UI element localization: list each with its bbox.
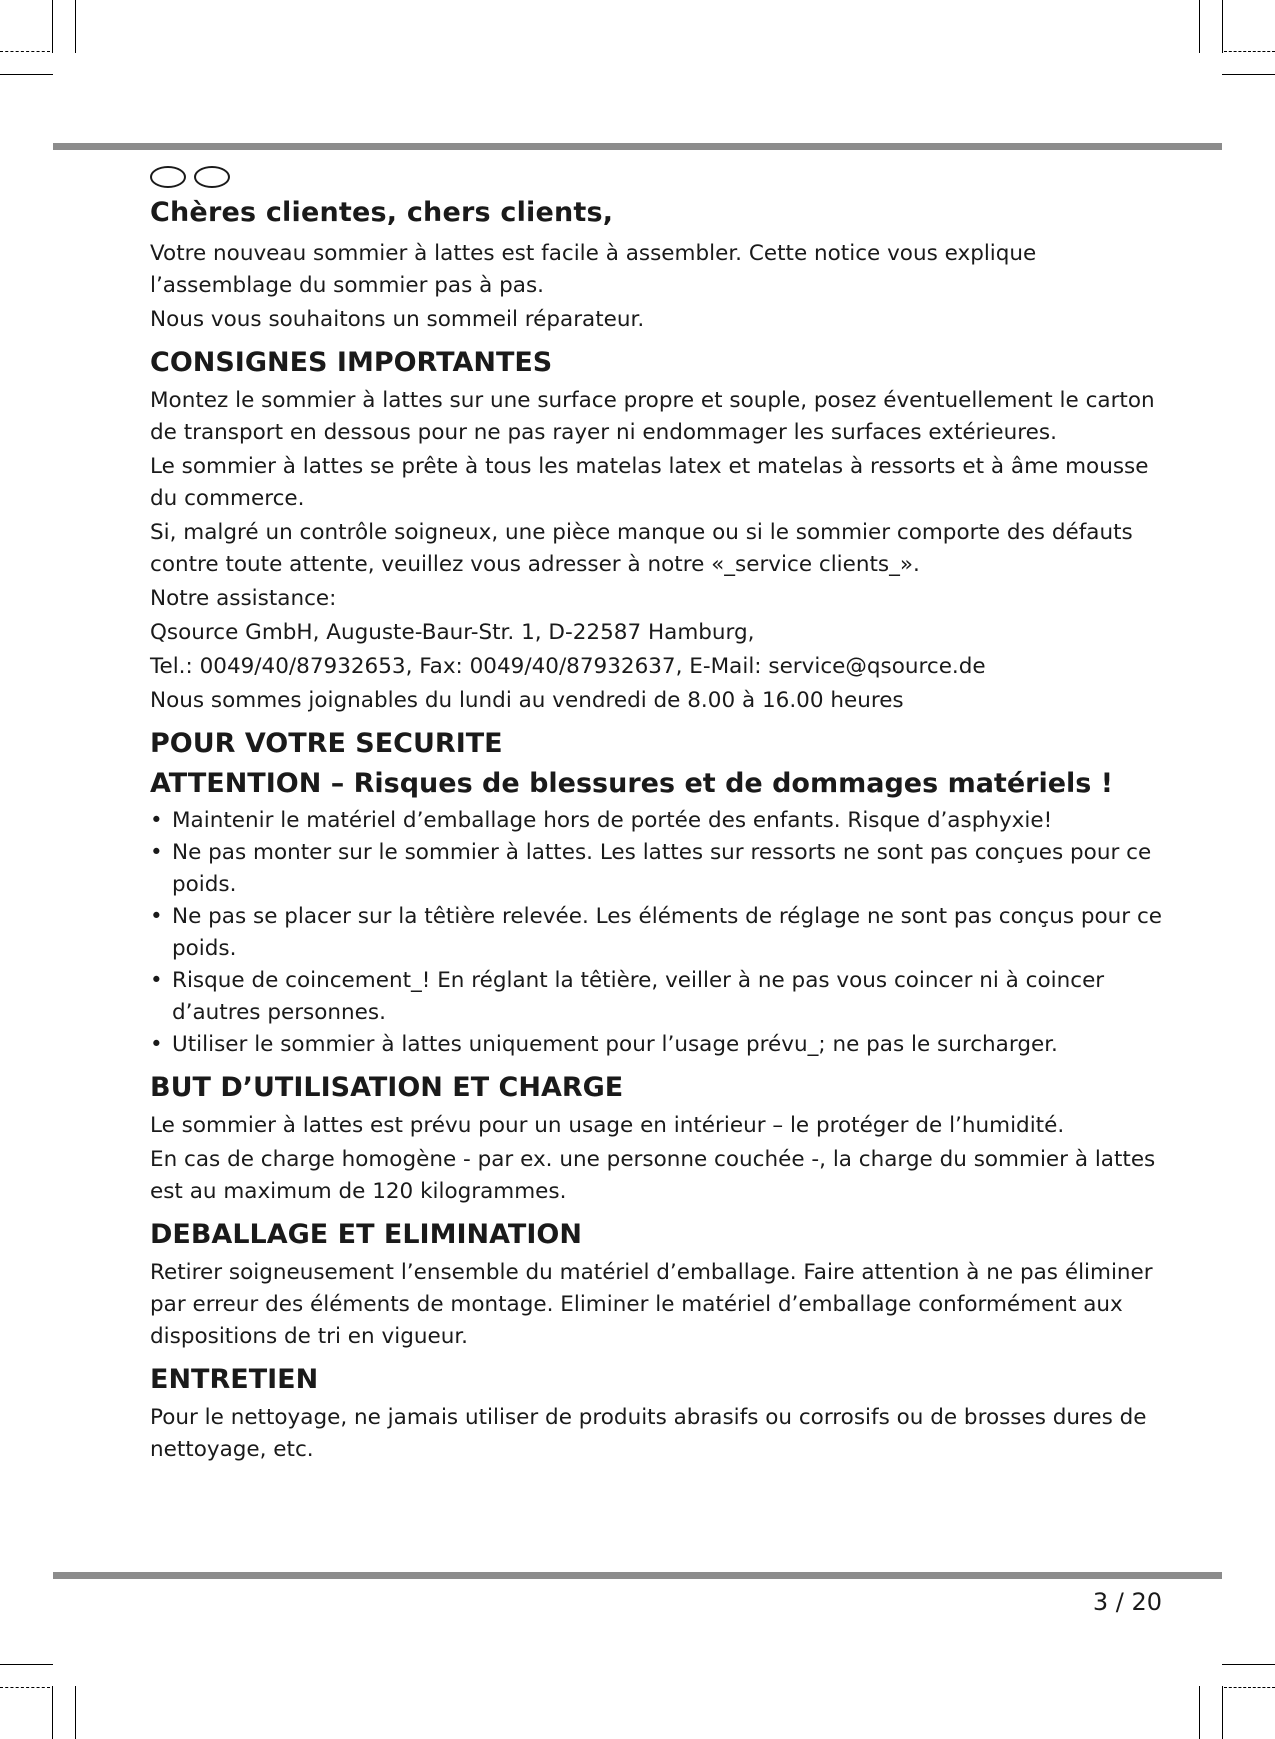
crop-mark	[0, 1664, 53, 1665]
contact-phone-email: Tel.: 0049/40/87932653, Fax: 0049/40/87932637, E-Mail: service@qsource.de	[150, 654, 986, 679]
consignes-paragraph: Montez le sommier à lattes sur une surface propre et souple, posez éventuellement le carton de transport en dessous pour ne pas rayer ni endommager les surfaces extérieures.	[150, 388, 1155, 445]
section-title-consignes: CONSIGNES IMPORTANTES	[150, 347, 553, 378]
list-item: • Utiliser le sommier à lattes uniquement pour l’usage prévu_; ne pas le surcharger.	[150, 1029, 1180, 1061]
bullet-icon: •	[150, 840, 163, 865]
section-title-securite: POUR VOTRE SECURITE	[150, 728, 503, 759]
contact-address: Qsource GmbH, Auguste-Baur-Str. 1, D-22587 Hamburg,	[150, 620, 755, 645]
crop-mark	[0, 1687, 50, 1688]
crop-mark	[1222, 0, 1223, 53]
contact-block	[150, 583, 1180, 717]
bullet-icon: •	[150, 808, 163, 833]
warning-heading: ATTENTION – Risques de blessures et de dommages matériels !	[150, 768, 1114, 799]
country-flag-icon	[194, 166, 230, 188]
list-item: • Ne pas se placer sur la têtière relevée. Les éléments de réglage ne sont pas conçus pour ce poids.	[150, 901, 1180, 965]
page-number: 3 / 20	[1092, 1588, 1162, 1616]
utilisation-paragraph: Le sommier à lattes est prévu pour un usage en intérieur – le protéger de l’humidité.	[150, 1113, 1065, 1138]
crop-mark	[1222, 1664, 1275, 1665]
greeting-title: Chères clientes, chers clients,	[150, 197, 614, 228]
crop-mark	[1224, 51, 1275, 52]
crop-mark	[0, 74, 53, 75]
contact-label: Notre assistance:	[150, 586, 337, 611]
consignes-paragraph: Le sommier à lattes se prête à tous les matelas latex et matelas à ressorts et à âme mousse du commerce.	[150, 454, 1149, 511]
utilisation-paragraph: En cas de charge homogène - par ex. une personne couchée -, la charge du sommier à lattes est au maximum de 120 kilogrammes.	[150, 1147, 1156, 1204]
bullet-icon: •	[150, 904, 163, 929]
crop-mark	[1222, 1686, 1223, 1739]
crop-mark	[0, 51, 50, 52]
crop-mark	[75, 1686, 76, 1739]
greeting-paragraph: Nous vous souhaitons un sommeil réparateur.	[150, 307, 645, 332]
country-flag-icon	[150, 166, 186, 188]
bullet-icon: •	[150, 1032, 163, 1057]
list-item: • Risque de coincement_! En réglant la têtière, veiller à ne pas vous coincer ni à coincer d’autres personnes.	[150, 965, 1180, 1029]
section-title-deballage: DEBALLAGE ET ELIMINATION	[150, 1219, 582, 1250]
greeting-paragraph: Votre nouveau sommier à lattes est facile à assembler. Cette notice vous explique l’assemblage du sommier pas à pas.	[150, 241, 1037, 298]
safety-list	[150, 805, 1180, 1061]
crop-mark	[52, 0, 53, 53]
consignes-paragraph: Si, malgré un contrôle soigneux, une pièce manque ou si le sommier comporte des défauts contre toute attente, veuillez vous adresser à notre «_service clients_».	[150, 520, 1133, 577]
language-icons	[150, 166, 1180, 192]
list-item: • Ne pas monter sur le sommier à lattes. Les lattes sur ressorts ne sont pas conçues pour ce poids.	[150, 837, 1180, 901]
section-title-entretien: ENTRETIEN	[150, 1364, 319, 1395]
crop-mark	[52, 1686, 53, 1739]
page-content	[150, 166, 1180, 1468]
entretien-paragraph: Pour le nettoyage, ne jamais utiliser de produits abrasifs ou corrosifs ou de brosses dures de nettoyage, etc.	[150, 1405, 1147, 1462]
crop-mark	[1199, 0, 1200, 53]
contact-hours: Nous sommes joignables du lundi au vendredi de 8.00 à 16.00 heures	[150, 688, 904, 713]
crop-mark	[1222, 74, 1275, 75]
deballage-paragraph: Retirer soigneusement l’ensemble du matériel d’emballage. Faire attention à ne pas éliminer par erreur des éléments de montage. Eliminer le matériel d’emballage conformément aux dispositions de tri en vigueur.	[150, 1260, 1153, 1349]
section-title-utilisation: BUT D’UTILISATION ET CHARGE	[150, 1072, 624, 1103]
crop-mark	[1199, 1686, 1200, 1739]
crop-mark	[1224, 1687, 1275, 1688]
crop-mark	[75, 0, 76, 53]
footer-rule	[53, 1572, 1222, 1579]
list-item: • Maintenir le matériel d’emballage hors de portée des enfants. Risque d’asphyxie!	[150, 805, 1180, 837]
header-rule	[53, 143, 1222, 150]
bullet-icon: •	[150, 968, 163, 993]
